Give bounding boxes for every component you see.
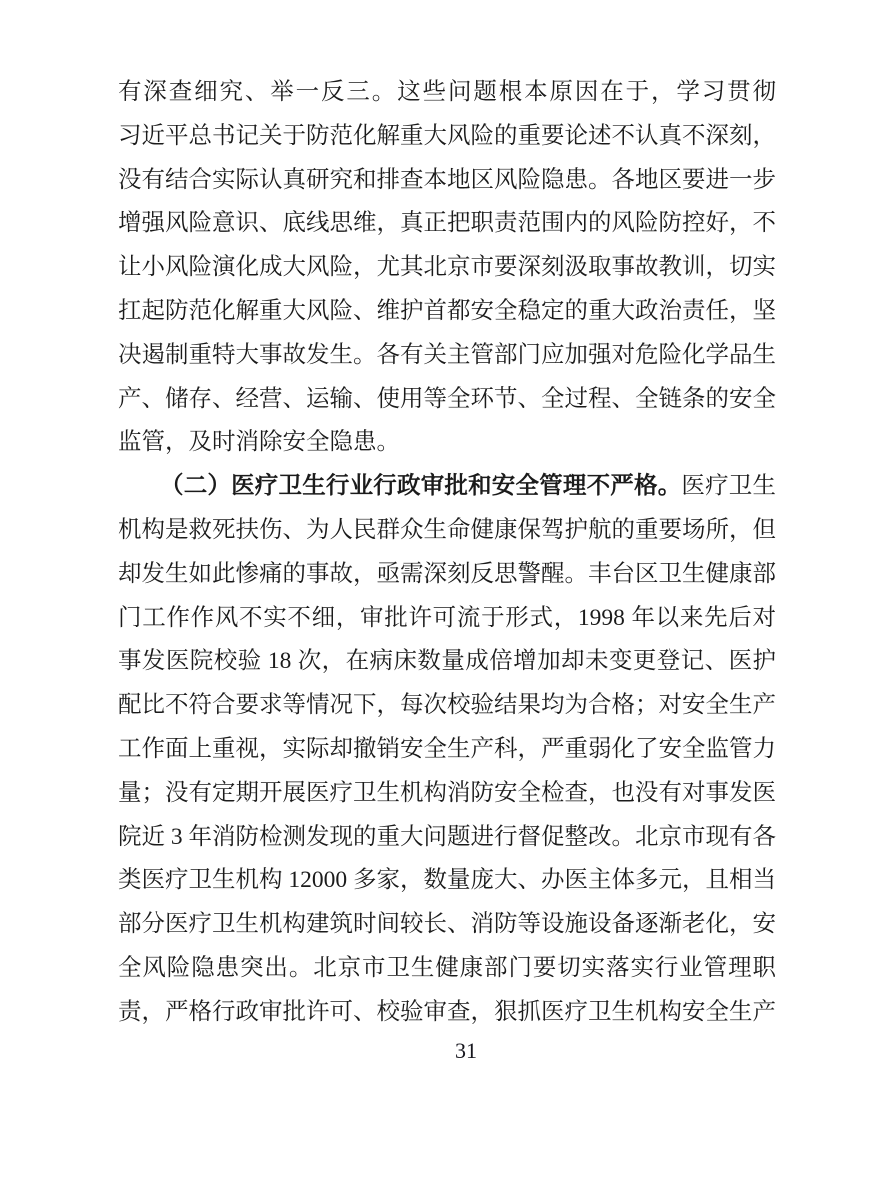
text-line: 产、储存、经营、运输、使用等全环节、全过程、全链条的安全 [118,385,776,412]
text-line: 门工作作风不实不细，审批许可流于形式，1998 年以来先后对 [118,604,776,631]
text-line: 责，严格行政审批许可、校验审查，狠抓医疗卫生机构安全生产 [118,998,776,1025]
text-line: 量；没有定期开展医疗卫生机构消防安全检查，也没有对事发医 [118,779,776,806]
paragraph-heading: （二）医疗卫生行业行政审批和安全管理不严格。 [160,473,682,500]
text-line: 机构是救死扶伤、为人民群众生命健康保驾护航的重要场所，但 [118,516,776,543]
text-line: 事发医院校验 18 次，在病床数量成倍增加却未变更登记、医护 [118,648,776,675]
text-line: 没有结合实际认真研究和排查本地区风险隐患。各地区要进一步 [118,166,776,193]
text-line: 类医疗卫生机构 12000 多家，数量庞大、办医主体多元，且相当 [118,867,776,894]
text-line: （二）医疗卫生行业行政审批和安全管理不严格。医疗卫生 [160,473,777,500]
text-line: 工作面上重视，实际却撤销安全生产科，严重弱化了安全监管力 [118,735,776,762]
page-number: 31 [455,1038,477,1063]
document-body [118,71,776,1035]
text-line: 监管，及时消除安全隐患。 [118,429,400,456]
text-line: 院近 3 年消防检测发现的重大问题进行督促整改。北京市现有各 [118,823,776,850]
text-line: 增强风险意识、底线思维，真正把职责范围内的风险防控好，不 [118,210,776,237]
text-line: 扛起防范化解重大风险、维护首都安全稳定的重大政治责任，坚 [118,297,776,324]
text-line: 让小风险演化成大风险，尤其北京市要深刻汲取事故教训，切实 [118,254,776,281]
text-line: 习近平总书记关于防范化解重大风险的重要论述不认真不深刻， [118,122,776,149]
text-line: 却发生如此惨痛的事故，亟需深刻反思警醒。丰台区卫生健康部 [118,560,776,587]
text-line: 配比不符合要求等情况下，每次校验结果均为合格；对安全生产 [118,692,776,719]
text-line: 全风险隐患突出。北京市卫生健康部门要切实落实行业管理职 [118,954,776,981]
text-line: 部分医疗卫生机构建筑时间较长、消防等设施设备逐渐老化，安 [118,911,776,938]
text-line: 有深查细究、举一反三。这些问题根本原因在于，学习贯彻 [118,79,776,105]
text-line: 决遏制重特大事故发生。各有关主管部门应加强对危险化学品生 [118,341,776,368]
